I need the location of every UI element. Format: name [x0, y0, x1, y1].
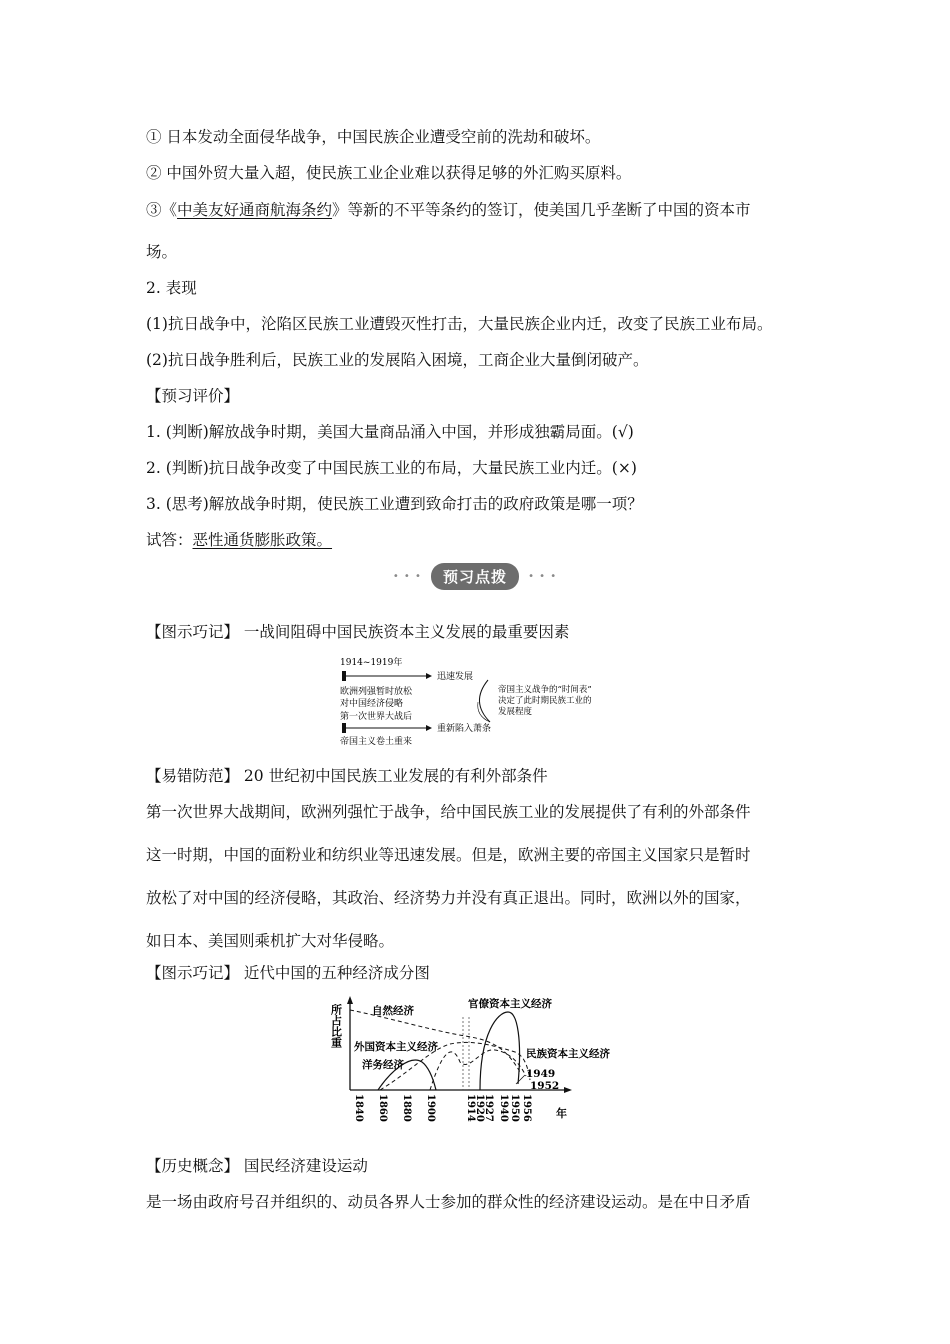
cause-1: ① 日本发动全面侵华战争，中国民族企业遭受空前的洗劫和破坏。 [146, 128, 601, 146]
ww1-diagram [330, 652, 630, 748]
review-question-2: 2. (判断)抗日战争改变了中国民族工业的布局，大量民族工业内迁。(×) [146, 459, 637, 477]
tip4-line: 是一场由政府号召并组织的、动员各界人士参加的群众性的经济建设运动。是在中日矛盾 [146, 1193, 751, 1211]
x-tick-1950: 1950 [509, 1094, 520, 1122]
label-national-capital: 民族资本主义经济 [526, 1048, 610, 1060]
treaty-name: 中美友好通商航海条约 [177, 201, 333, 219]
x-tick-1860: 1860 [377, 1094, 388, 1122]
dots-left: • • • [392, 571, 422, 582]
diagram-left-line1: 欧洲列强暂时放松 [340, 687, 413, 697]
cause-3-continued: 场。 [146, 243, 178, 261]
x-tick-1920: 1920 [474, 1094, 485, 1122]
tip4-title: 【历史概念】 国民经济建设运动 [146, 1157, 368, 1175]
x-tick-1914: 1914 [465, 1094, 476, 1122]
x-axis-label: 年 [556, 1107, 567, 1120]
annotation-1949: 1949 [526, 1068, 556, 1080]
section-heading: 2. 表现 [146, 279, 197, 297]
dots-right: • • • [528, 571, 558, 582]
section-badge: 预习点拨 [431, 563, 519, 590]
diagram-conclusion-2: 决定了此时期民族工业的 [498, 696, 592, 706]
tip2-title: 【易错防范】 20 世纪初中国民族工业发展的有利外部条件 [146, 767, 548, 785]
tip2-line-3: 放松了对中国的经济侵略，其政治、经济势力并没有真正退出。同时，欧洲以外的国家， [146, 889, 751, 907]
review-title: 【预习评价】 [146, 387, 240, 405]
bureaucratic-capital-curve [480, 1012, 520, 1090]
cause-3-suffix: 》等新的不平等条约的签订，使美国几乎垄断了中国的资本市 [332, 201, 751, 219]
tip3-title: 【图示巧记】 近代中国的五种经济成分图 [146, 964, 430, 982]
x-tick-1840: 1840 [353, 1094, 364, 1122]
label-westernization: 洋务经济 [362, 1059, 404, 1071]
x-tick-1900: 1900 [425, 1094, 436, 1122]
diagram-conclusion-1: 帝国主义战争的“时间表” [498, 685, 592, 695]
x-tick-1880: 1880 [401, 1094, 412, 1122]
y-axis-label: 所占比重 [329, 1004, 343, 1048]
diagram-left-line2: 对中国经济侵略 [340, 699, 404, 709]
answer-text: 恶性通货膨胀政策。 [192, 531, 333, 549]
section-badge-row [0, 563, 950, 589]
review-question-1: 1. (判断)解放战争时期，美国大量商品涌入中国，并形成独霸局面。(√) [146, 423, 634, 441]
cause-3-prefix: ③《 [146, 201, 178, 219]
label-natural-economy: 自然经济 [372, 1005, 414, 1017]
national-capital-curve [430, 1050, 526, 1090]
annotation-1952: 1952 [530, 1080, 560, 1092]
tip1-title: 【图示巧记】 一战间阻碍中国民族资本主义发展的最重要因素 [146, 623, 570, 641]
cause-3 [146, 200, 751, 220]
x-tick-1956: 1956 [521, 1094, 532, 1122]
answer-prefix: 试答： [146, 531, 193, 549]
diagram-left-line4: 帝国主义卷土重来 [340, 737, 413, 747]
diagram-outcome-down: 重新陷入萧条 [437, 724, 492, 734]
tip2-line-2: 这一时期，中国的面粉业和纺织业等迅速发展。但是，欧洲主要的帝国主义国家只是暂时 [146, 846, 751, 864]
leader-1949 [516, 1075, 525, 1084]
label-bureaucratic-capital: 官僚资本主义经济 [468, 998, 552, 1010]
tip2-line-4: 如日本、美国则乘机扩大对华侵略。 [146, 932, 395, 950]
tip2-line-1: 第一次世界大战期间，欧洲列强忙于战争，给中国民族工业的发展提供了有利的外部条件 [146, 803, 751, 821]
review-answer [146, 530, 332, 550]
x-tick-1927: 1927 [483, 1094, 494, 1122]
x-tick-1940: 1940 [498, 1094, 509, 1122]
diagram-conclusion-3: 发展程度 [498, 707, 533, 717]
review-question-3: 3. (思考)解放战争时期，使民族工业遭到致命打击的政府政策是哪一项？ [146, 495, 643, 513]
diagram-left-line3: 第一次世界大战后 [340, 712, 413, 722]
manifestation-1: (1)抗日战争中，沦陷区民族工业遭毁灭性打击，大量民族企业内迁，改变了民族工业布局。 [146, 315, 773, 333]
diagram-period: 1914~1919年 [340, 658, 403, 668]
x-tick-labels [353, 1094, 532, 1122]
manifestation-2: (2)抗日战争胜利后，民族工业的发展陷入困境，工商企业大量倒闭破产。 [146, 351, 649, 369]
five-economies-chart [329, 992, 610, 1142]
cause-2: ② 中国外贸大量入超，使民族工业企业难以获得足够的外汇购买原料。 [146, 164, 632, 182]
label-foreign-capital: 外国资本主义经济 [354, 1041, 438, 1053]
diagram-outcome-up: 迅速发展 [437, 672, 474, 682]
